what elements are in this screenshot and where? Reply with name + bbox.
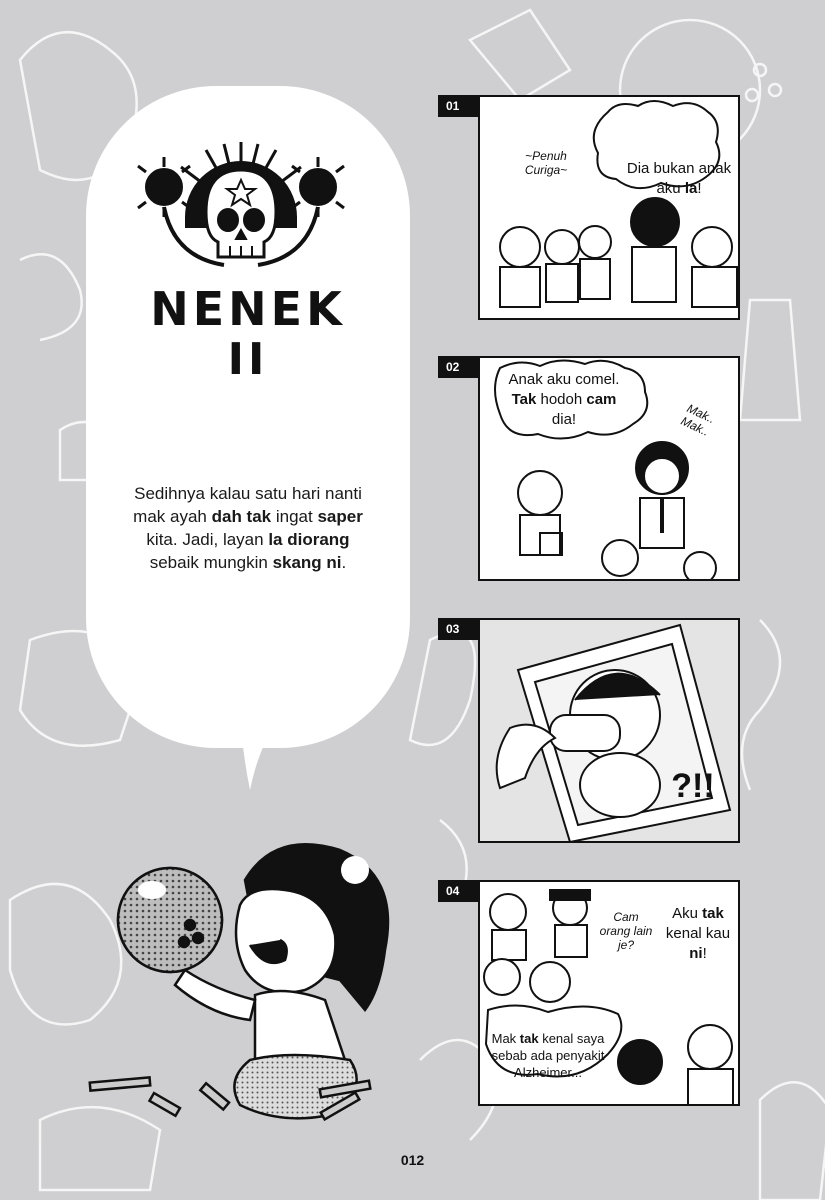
panel-3-sfx: ?!!: [671, 767, 715, 805]
panel-number: 04: [438, 880, 478, 902]
comic-panel-2: [478, 356, 740, 581]
panel-3-art: [480, 620, 740, 843]
speech-bubble-tail: [230, 700, 350, 810]
panel-4-speech: Aku tak kenal kau ni!: [665, 905, 731, 962]
panel-1-speech: Dia bukan anak aku la!: [626, 160, 732, 197]
panel-4-aside: Cam orang lain je?: [599, 910, 653, 952]
skull-emblem-icon: [136, 142, 346, 272]
girl-holding-bowling-ball-icon: [80, 830, 410, 1130]
panel-2-speech: Anak aku comel. Tak hodoh cam dia!: [508, 371, 620, 428]
panel-number: 02: [438, 356, 478, 378]
comic-panel-4: [478, 880, 740, 1106]
comic-panel-3: [478, 618, 740, 843]
page-number: 012: [400, 1152, 425, 1168]
panel-4-caption: Mak tak kenal saya sebab ada penyakit Alzheimer...: [491, 1031, 605, 1080]
intro-text: Sedihnya kalau satu hari nanti mak ayah dah tak ingat saper kita. Jadi, layan la diorang sebaik mungkin skang ni.: [133, 484, 363, 572]
panel-number: 01: [438, 95, 478, 117]
panel-number: 03: [438, 618, 478, 640]
panel-1-aside: ~Penuh Curiga~: [524, 149, 568, 177]
panel-2-aside: Mak.. Mak..: [678, 401, 718, 439]
page-subtitle: II: [227, 334, 269, 385]
page-title: NENEK: [150, 282, 346, 336]
comic-panel-1: [478, 95, 740, 320]
panel-1-art: [480, 97, 740, 320]
